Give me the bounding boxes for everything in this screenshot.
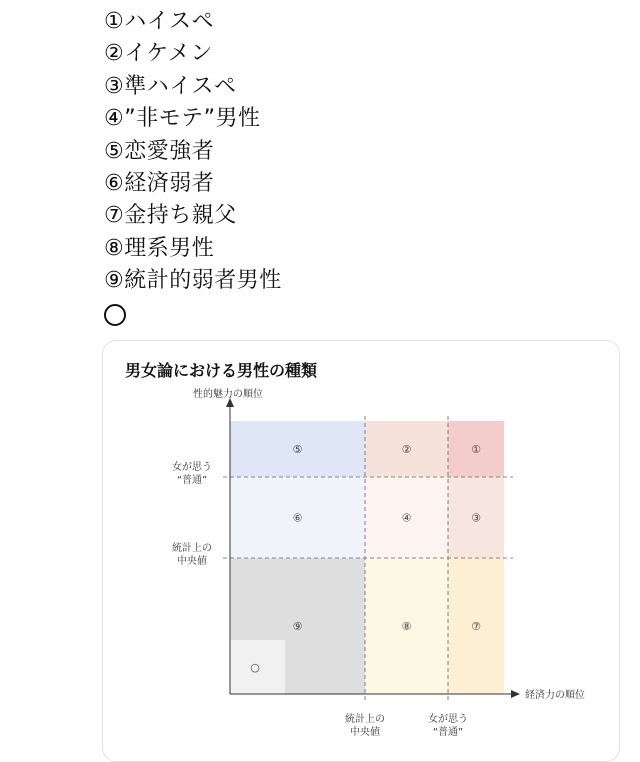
y-tick-label: “普通” [176, 475, 208, 486]
x-tick-label: 統計上の [345, 714, 385, 725]
cell-label: ② [401, 443, 412, 456]
list-item: ④”非モテ”男性 [104, 106, 261, 132]
x-tick-label: “普通” [432, 727, 464, 738]
cell-label: ① [471, 443, 481, 456]
cell-label: ⑥ [292, 511, 303, 525]
cell-label: ④ [401, 511, 412, 525]
y-tick-label: 女が思う [172, 462, 212, 473]
x-axis-label: 経済力の順位 [525, 690, 585, 701]
type-list [104, 6, 282, 326]
list-item: ⑧理系男性 [104, 235, 215, 261]
list-item: ①ハイスペ [104, 9, 215, 34]
list-item: ③準ハイスペ [104, 73, 237, 99]
list-item: ⑦金持ち親父 [104, 203, 237, 229]
cell-label: ○ [250, 661, 260, 674]
circle-icon [104, 304, 126, 326]
cell-label: ⑤ [292, 443, 303, 456]
chart-svg [103, 341, 619, 751]
y-axis-label: 性的魅力の順位 [193, 389, 263, 400]
list-item: ②イケメン [104, 41, 213, 67]
x-tick-label: 女が思う [428, 714, 468, 725]
chart-title: 男女論における男性の種類 [125, 361, 318, 380]
chart-card [102, 340, 620, 762]
cell-label: ⑨ [292, 620, 303, 633]
y-tick-label: 中央値 [177, 556, 207, 567]
list-item: ⑥経済弱者 [104, 170, 215, 196]
cell-label: ⑦ [471, 620, 481, 633]
x-axis-arrow [511, 690, 520, 698]
list-item: ⑨統計的弱者男性 [104, 268, 282, 294]
y-tick-label: 統計上の [172, 543, 212, 554]
cell-label: ⑧ [401, 620, 412, 633]
list-item: ⑤恋愛強者 [104, 138, 215, 164]
cell-label: ③ [471, 511, 481, 525]
x-tick-label: 中央値 [350, 727, 380, 738]
